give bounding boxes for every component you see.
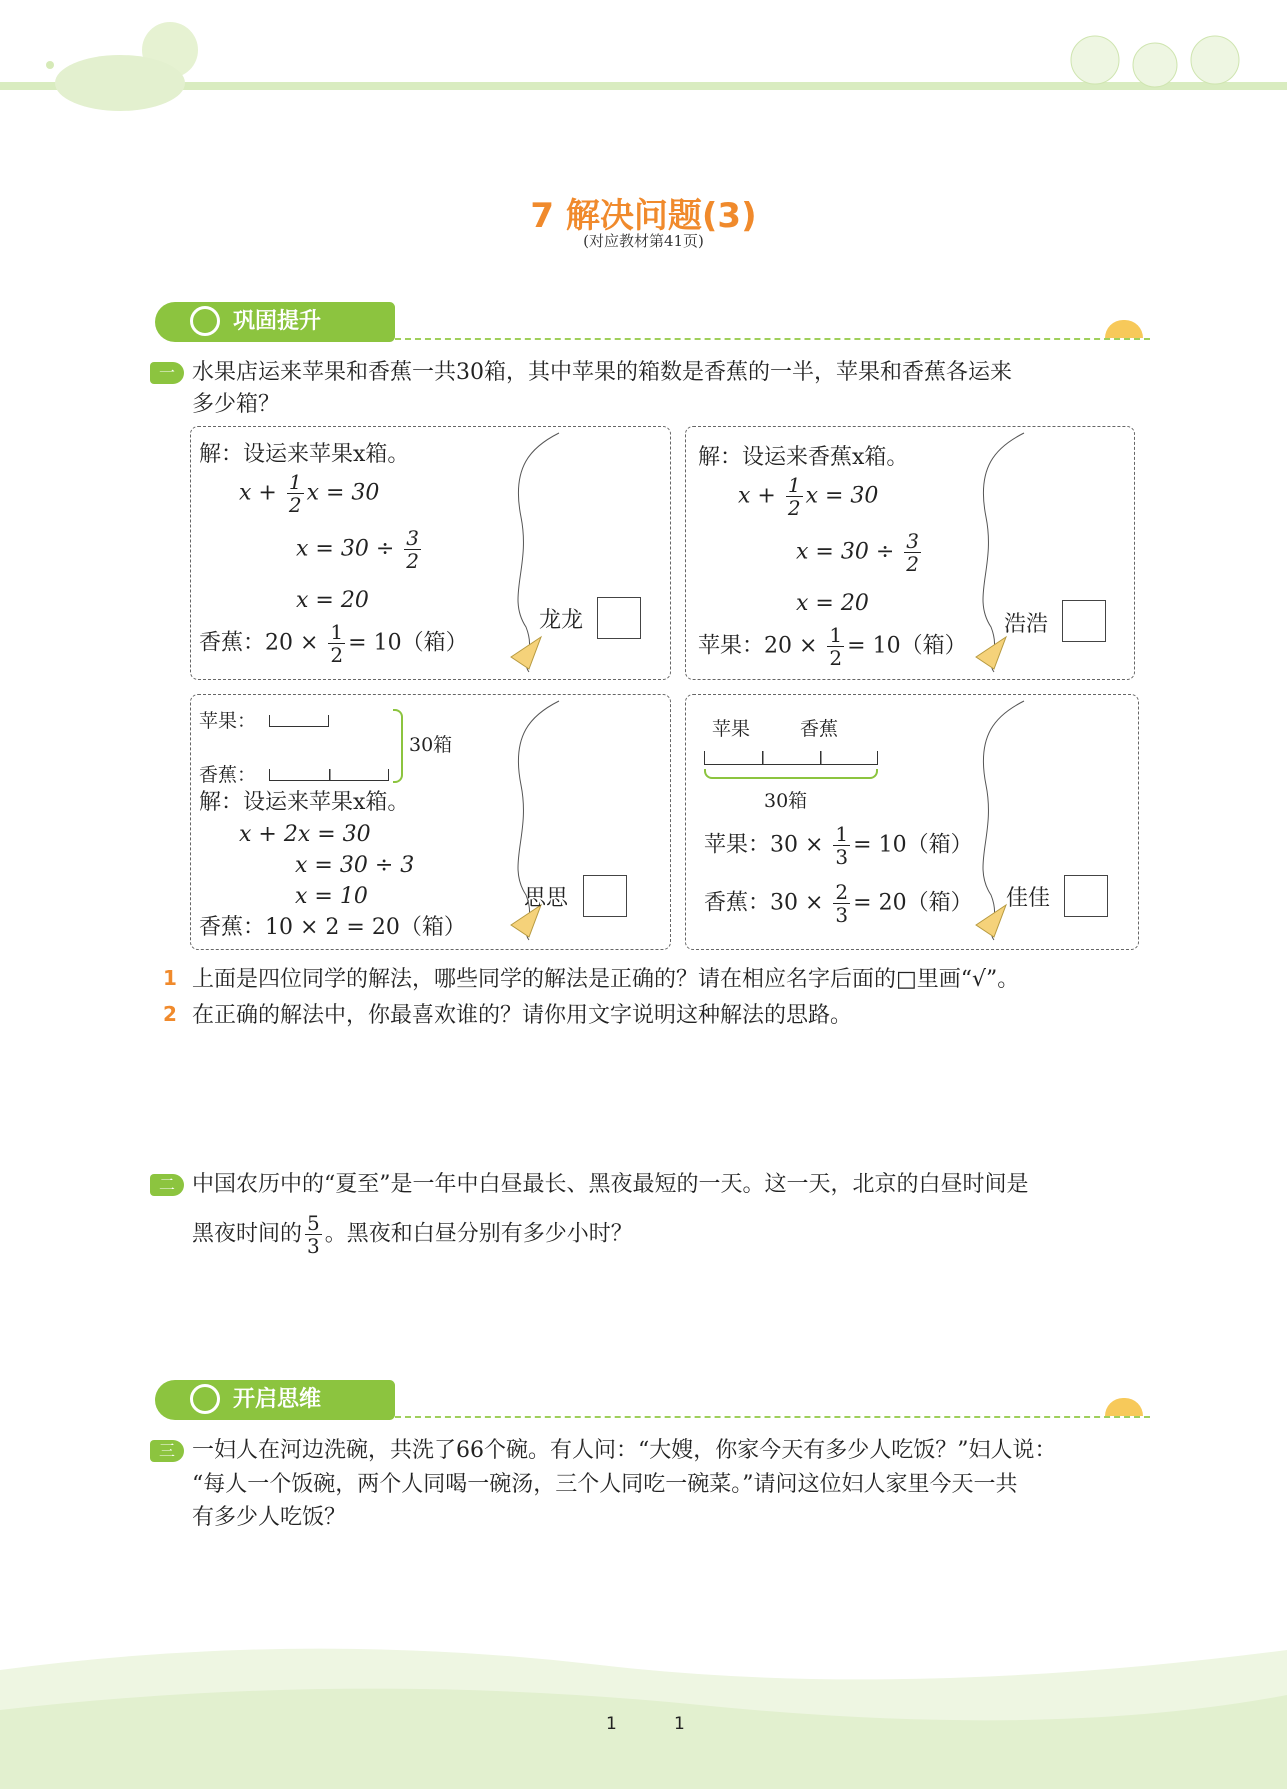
- solution-card-longlong: [190, 426, 671, 680]
- student-name: 浩浩: [1004, 612, 1049, 637]
- equation: x = 30 ÷ 3: [295, 853, 415, 878]
- question-text: 一妇人在河边洗碗，共洗了66个碗。有人问：“大嫂，你家今天有多少人吃饭？”妇人说：: [192, 1438, 1057, 1463]
- question-text: 水果店运来苹果和香蕉一共30箱，其中苹果的箱数是香蕉的一半，苹果和香蕉各运来: [192, 360, 1012, 385]
- subquestion-number: 1: [163, 966, 177, 990]
- sun-icon: [1105, 1398, 1143, 1416]
- question-number: 三: [150, 1440, 184, 1462]
- page-title: 7 解决问题(3): [530, 196, 757, 236]
- subquestion-text: 上面是四位同学的解法，哪些同学的解法是正确的？请在相应名字后面的□里画“√”。: [192, 967, 1020, 992]
- diagram-label: 香蕉: [800, 718, 839, 740]
- question-text: 多少箱？: [192, 392, 281, 417]
- question-text: 有多少人吃饭？: [192, 1505, 347, 1530]
- solution-card-jiajia: [685, 694, 1139, 950]
- equation: 苹果：30 × $\frac{1}{3}$ = 10（箱）: [704, 822, 973, 869]
- solution-line: 解：设运来香蕉x箱。: [698, 445, 909, 470]
- section-banner-thinking: 开启思维: [155, 1380, 395, 1420]
- brace: [704, 769, 878, 779]
- equation: 香蕉：30 × $\frac{2}{3}$ = 20（箱）: [704, 880, 973, 927]
- section-divider: [395, 1416, 1150, 1418]
- sun-icon: [1105, 320, 1143, 338]
- student-name: 龙龙: [539, 608, 584, 633]
- animal-decoration: [1060, 20, 1260, 90]
- student-name: 佳佳: [1006, 886, 1051, 911]
- diagram-label: 30箱: [764, 790, 808, 812]
- equation: x + $\frac{1}{2}$ x = 30: [738, 473, 879, 520]
- whale-eye-icon: [190, 306, 220, 336]
- segment-bar: [269, 769, 389, 781]
- whale-eye-icon: [190, 1384, 220, 1414]
- equation: x = 10: [295, 884, 368, 909]
- question-number: 二: [150, 1174, 184, 1196]
- solution-card-haohao: [685, 426, 1135, 680]
- equation: x + 2x = 30: [239, 822, 371, 847]
- solution-line: 解：设运来苹果x箱。: [199, 790, 410, 815]
- answer-checkbox[interactable]: [583, 875, 627, 917]
- diagram-label: 苹果：: [199, 710, 257, 732]
- brace: [393, 709, 403, 783]
- solution-line: 解：设运来苹果x箱。: [199, 442, 410, 467]
- answer-checkbox[interactable]: [1062, 600, 1106, 642]
- question-number: 一: [150, 362, 184, 384]
- hills-decoration: [0, 1610, 1287, 1789]
- answer-checkbox[interactable]: [597, 597, 641, 639]
- equation: x = 20: [796, 591, 869, 616]
- page-number: 1: [674, 1714, 685, 1734]
- student-name: 思思: [524, 886, 569, 911]
- page-number: 1: [606, 1714, 617, 1734]
- segment-bar: [269, 715, 329, 727]
- answer-checkbox[interactable]: [1064, 875, 1108, 917]
- question-text: 中国农历中的“夏至”是一年中白昼最长、黑夜最短的一天。这一天，北京的白昼时间是: [192, 1172, 1029, 1197]
- equation: 香蕉：20 × $\frac{1}{2}$ = 10（箱）: [199, 620, 468, 667]
- sun-cloud-decoration: [20, 5, 210, 115]
- segment-bar: [704, 751, 878, 765]
- diagram-label: 苹果: [712, 718, 751, 740]
- kite-string-icon: [491, 427, 571, 677]
- solution-card-sisi: [190, 694, 671, 950]
- equation: x = 20: [296, 588, 369, 613]
- section-banner-consolidate: 巩固提升: [155, 302, 395, 342]
- equation: x = 30 ÷ $\frac{3}{2}$: [296, 526, 419, 573]
- diagram-label: 30箱: [409, 734, 453, 756]
- subquestion-number: 2: [163, 1002, 177, 1026]
- page-subtitle: (对应教材第41页): [583, 232, 704, 250]
- equation: x + $\frac{1}{2}$ x = 30: [239, 470, 380, 517]
- question-text: 黑夜时间的 $\frac{5}{3}$ 。黑夜和白昼分别有多少小时？: [192, 1211, 633, 1258]
- section-divider: [395, 338, 1150, 340]
- equation: 香蕉：10 × 2 = 20（箱）: [199, 915, 466, 940]
- equation: x = 30 ÷ $\frac{3}{2}$: [796, 529, 919, 576]
- subquestion-text: 在正确的解法中，你最喜欢谁的？请你用文字说明这种解法的思路。: [192, 1003, 853, 1028]
- diagram-label: 香蕉：: [199, 764, 257, 786]
- equation: 苹果：20 × $\frac{1}{2}$ = 10（箱）: [698, 623, 967, 670]
- question-text: “每人一个饭碗，两个人同喝一碗汤，三个人同吃一碗菜。”请问这位妇人家里今天一共: [192, 1472, 1018, 1497]
